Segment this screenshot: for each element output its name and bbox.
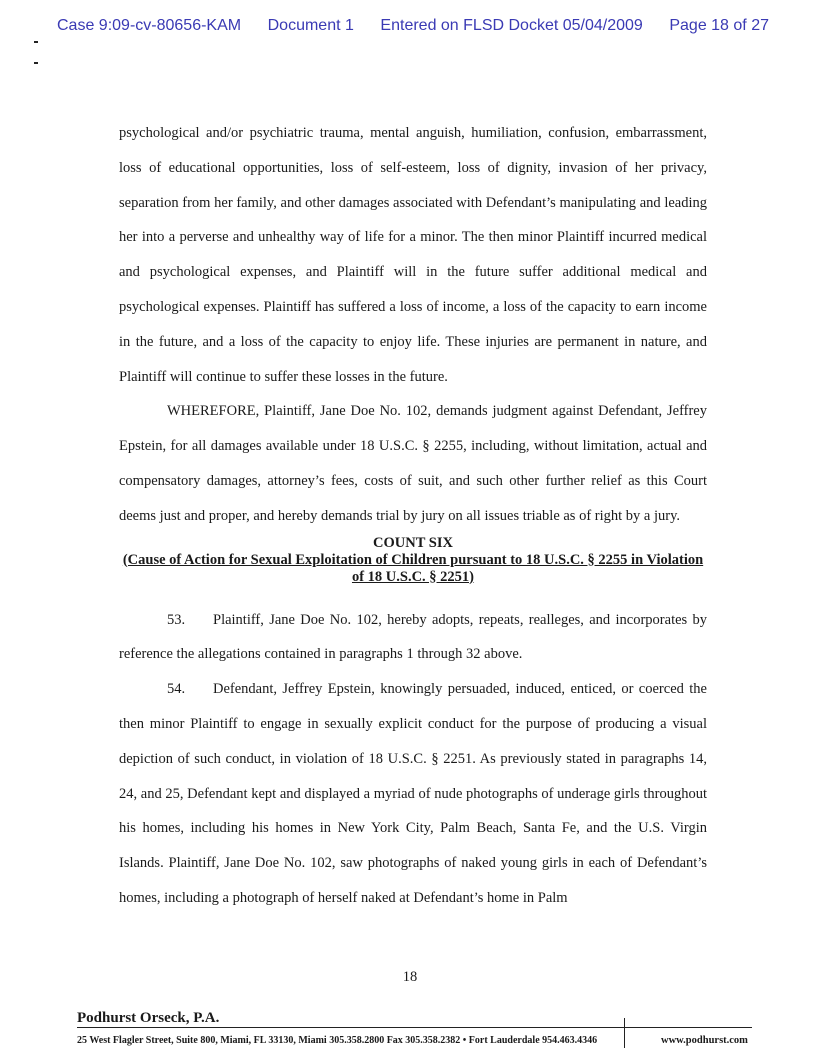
footer-website: www.podhurst.com [661, 1035, 748, 1046]
paragraph-number: 53. [167, 611, 186, 628]
footer-address: 25 West Flagler Street, Suite 800, Miami, FL 33130, Miami 305.358.2800 Fax 305.358.2382 • Fort Lauderdale 954.463.4346 [77, 1035, 598, 1046]
count-subtitle: (Cause of Action for Sexual Exploitation of Children pursuant to 18 U.S.C. § 2255 in Violation of 18 U.S.C. § 2251) [122, 551, 704, 585]
docket-header [57, 17, 769, 35]
paragraph-text: Plaintiff, Jane Doe No. 102, hereby adopts, repeats, realleges, and incorporates by reference the allegations contained in paragraphs 1 through 32 above. [119, 611, 707, 663]
document-body [119, 116, 707, 916]
docket-case-number: Case 9:09-cv-80656-KAM [57, 17, 242, 34]
docket-entry-date: Entered on FLSD Docket 05/04/2009 [380, 17, 643, 34]
docket-document-number: Document 1 [267, 17, 354, 34]
docket-page-count: Page 18 of 27 [669, 17, 769, 34]
footer-divider [624, 1018, 625, 1048]
scan-mark [34, 41, 38, 43]
continued-paragraph: psychological and/or psychiatric trauma, mental anguish, humiliation, confusion, embarrassment, loss of educational opportunities, loss of self-esteem, loss of dignity, invasion of her privacy, separation from her family, and other damages associated with Defendant’s manipulating and leading her into a perverse and unhealthy way of life for a minor. The then minor Plaintiff incurred medical and psychological expenses, and Plaintiff will in the future suffer additional medical and psychological expenses. Plaintiff has suffered a loss of income, a loss of the capacity to earn income in the future, and a loss of the capacity to enjoy life. These injuries are permanent in nature, and Plaintiff will continue to suffer these losses in the future. [119, 125, 707, 385]
scan-mark [34, 62, 38, 64]
count-title: COUNT SIX [373, 534, 453, 551]
page-number: 18 [402, 969, 418, 985]
paragraph-text: Defendant, Jeffrey Epstein, knowingly persuaded, induced, enticed, or coerced the then minor Plaintiff to engage in sexually explicit conduct for the purpose of producing a visual depiction of such conduct, in violation of 18 U.S.C. § 2251. As previously stated in paragraphs 14, 24, and 25, Defendant kept and displayed a myriad of nude photographs of underage girls throughout his homes, including his homes in New York City, Palm Beach, Santa Fe, and the U.S. Virgin Islands. Plaintiff, Jane Doe No. 102, saw photographs of naked young girls in each of Defendant’s homes, including a photograph of herself naked at Defendant’s home in Palm [119, 681, 707, 906]
footer-rule [77, 1027, 752, 1028]
paragraph-number: 54. [167, 681, 186, 698]
numbered-paragraph [119, 603, 707, 673]
numbered-paragraph [119, 672, 707, 916]
count-heading [119, 535, 707, 586]
footer-firm-name: Podhurst Orseck, P.A. [77, 1010, 220, 1026]
wherefore-paragraph: WHEREFORE, Plaintiff, Jane Doe No. 102, demands judgment against Defendant, Jeffrey Epstein, for all damages available under 18 U.S.C. § 2255, including, without limitation, actual and compensatory damages, attorney’s fees, costs of suit, and such other further relief as this Court deems just and proper, and hereby demands trial by jury on all issues triable as of right by a jury. [119, 403, 707, 524]
